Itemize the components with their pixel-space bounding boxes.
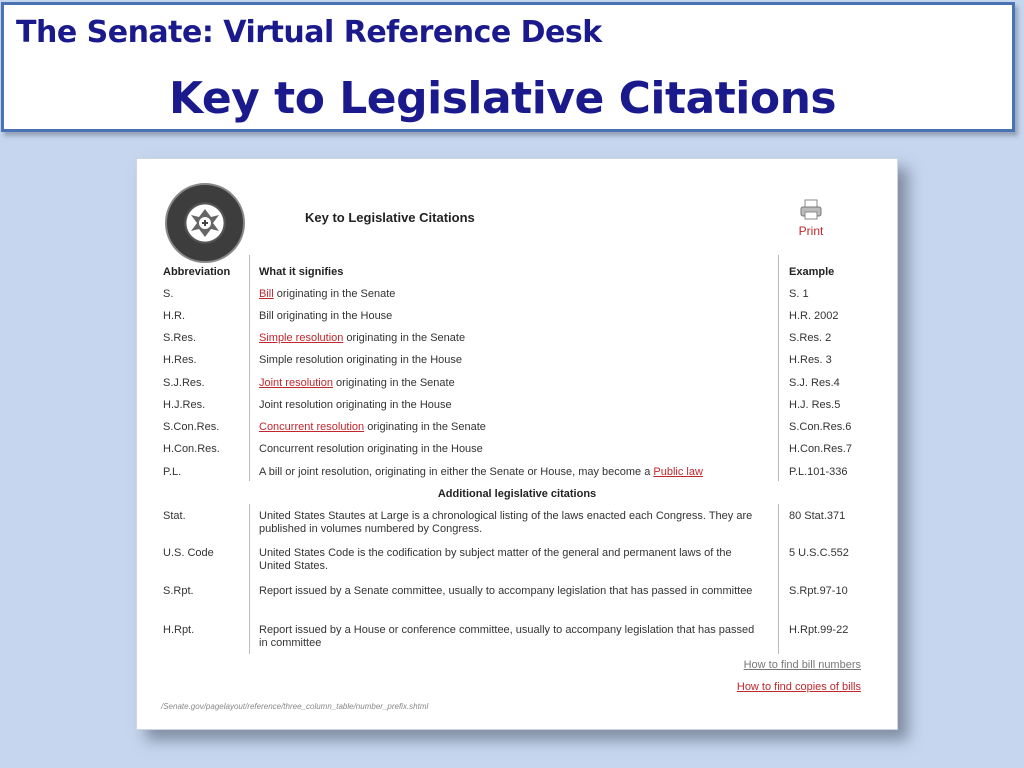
print-button[interactable]: [791, 199, 831, 238]
joint-resolution-link[interactable]: Joint resolution: [259, 377, 333, 389]
row-abbreviation: S.J.Res.: [163, 377, 205, 389]
row-abbreviation: H.Con.Res.: [163, 443, 220, 455]
column-divider: [778, 255, 779, 481]
row-abbreviation: H.J.Res.: [163, 399, 206, 411]
slide-title-box: [1, 2, 1015, 132]
column-header-example: Example: [789, 266, 835, 278]
row-example: 5 U.S.C.552: [789, 547, 849, 559]
row-example: H.J. Res.5: [789, 399, 841, 411]
row-example: H.R. 2002: [789, 310, 839, 322]
printer-icon: [799, 199, 823, 221]
row-description: Joint resolution originating in the House: [259, 399, 452, 411]
row-example: H.Rpt.99-22: [789, 624, 849, 636]
row-example: S. 1: [789, 288, 809, 300]
row-description: A bill or joint resolution, originating in either the Senate or House, may become a Public law: [259, 466, 703, 478]
row-description: Report issued by a House or conference committee, usually to accompany legislation that has passed in committee: [259, 624, 755, 649]
row-description: Report issued by a Senate committee, usually to accompany legislation that has passed in committee: [259, 585, 753, 597]
row-description: Simple resolution originating in the House: [259, 354, 463, 366]
row-description: United States Code is the codification by subject matter of the general and permanent laws of the United States.: [259, 547, 732, 572]
simple-resolution-link[interactable]: Simple resolution: [259, 332, 344, 344]
row-description: Concurrent resolution originating in the House: [259, 443, 483, 455]
row-example: 80 Stat.371: [789, 510, 846, 522]
bill-link[interactable]: Bill: [259, 288, 274, 300]
source-url: /Senate.gov/pagelayout/reference/three_column_table/number_prefix.shtml: [161, 702, 429, 711]
print-label: Print: [798, 224, 824, 238]
row-example: S.Con.Res.6: [789, 421, 852, 433]
row-description: Simple resolution originating in the Senate: [259, 332, 466, 344]
document-heading: Key to Legislative Citations: [305, 210, 475, 225]
concurrent-resolution-link[interactable]: Concurrent resolution: [259, 421, 365, 433]
column-header-abbreviation: Abbreviation: [163, 266, 231, 278]
row-abbreviation: H.Rpt.: [163, 624, 195, 636]
row-example: P.L.101-336: [789, 466, 848, 478]
additional-citations-heading: Additional legislative citations: [437, 488, 597, 500]
row-abbreviation: H.Res.: [163, 354, 197, 366]
row-description: Bill originating in the House: [259, 310, 393, 322]
row-abbreviation: S.: [163, 288, 174, 300]
column-divider: [249, 255, 250, 481]
row-abbreviation: S.Rpt.: [163, 585, 194, 597]
public-law-link[interactable]: Public law: [653, 466, 703, 478]
row-abbreviation: S.Con.Res.: [163, 421, 220, 433]
row-abbreviation: S.Res.: [163, 332, 197, 344]
row-abbreviation: P.L.: [163, 466, 182, 478]
row-example: H.Res. 3: [789, 354, 832, 366]
row-abbreviation: H.R.: [163, 310, 185, 322]
row-description: Bill originating in the Senate: [259, 288, 396, 300]
senate-seal-icon: [165, 183, 245, 263]
row-example: S.J. Res.4: [789, 377, 840, 389]
row-abbreviation: Stat.: [163, 510, 186, 522]
column-divider: [778, 504, 779, 654]
row-description: United States Stautes at Large is a chronological listing of the laws enacted each Congress. They are published in volumes numbered by Congress.: [259, 510, 753, 535]
column-divider: [249, 504, 250, 654]
row-abbreviation: U.S. Code: [163, 547, 214, 559]
column-header-signifies: What it signifies: [259, 266, 344, 278]
row-example: H.Con.Res.7: [789, 443, 852, 455]
find-copies-of-bills-link[interactable]: How to find copies of bills: [736, 681, 861, 693]
row-description: Concurrent resolution originating in the Senate: [259, 421, 486, 433]
slide-subtitle: Key to Legislative Citations: [169, 73, 837, 124]
find-bill-numbers-link[interactable]: How to find bill numbers: [743, 659, 861, 671]
row-example: S.Res. 2: [789, 332, 832, 344]
citation-document: [136, 158, 898, 730]
row-example: S.Rpt.97-10: [789, 585, 848, 597]
slide-title: The Senate: Virtual Reference Desk: [16, 15, 602, 50]
row-description: Joint resolution originating in the Senate: [259, 377, 455, 389]
